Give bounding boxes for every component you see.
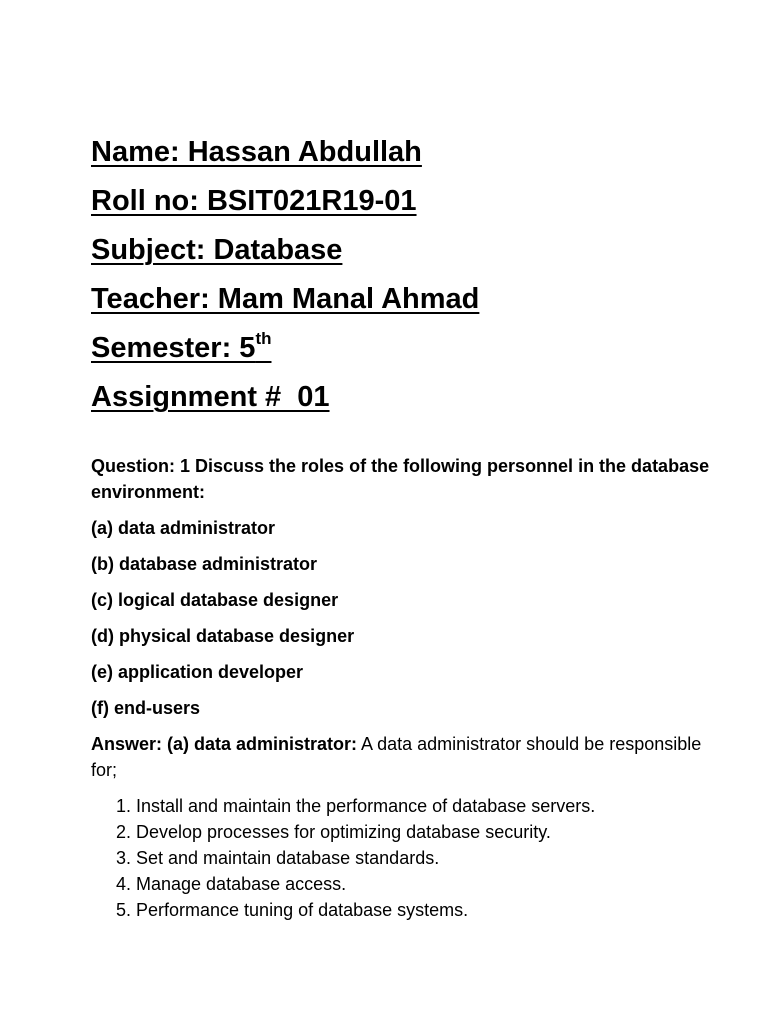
responsibility-list xyxy=(91,793,711,923)
document-page xyxy=(91,128,711,923)
answer-intro: A data administrator should be responsible for; xyxy=(91,734,707,780)
assignment-number xyxy=(91,373,711,422)
question-part-b: (b) database administrator xyxy=(91,554,318,574)
student-name-text: Name: Hassan Abdullah xyxy=(91,136,422,168)
subject-text: Subject: Database xyxy=(91,234,343,266)
answer-heading: Answer: (a) data administrator: xyxy=(91,734,358,754)
answer-paragraph xyxy=(91,731,711,783)
list-item: 1. Install and maintain the performance of database servers. xyxy=(136,793,711,819)
roll-number xyxy=(91,177,711,226)
semester-text xyxy=(91,329,272,364)
question-part-f: (f) end-users xyxy=(91,698,201,718)
semester-value: Semester: 5 xyxy=(91,332,256,364)
question-part-d: (d) physical database designer xyxy=(91,626,355,646)
question-part-e: (e) application developer xyxy=(91,662,304,682)
list-item: 4. Manage database access. xyxy=(136,871,711,897)
semester-ordinal: th xyxy=(255,329,272,348)
question-part-a: (a) data administrator xyxy=(91,518,276,538)
list-item: 2. Develop processes for optimizing database security. xyxy=(136,819,711,845)
teacher xyxy=(91,275,711,324)
question-text: Question: 1 Discuss the roles of the following personnel in the database environment: xyxy=(91,456,710,502)
semester xyxy=(91,324,711,373)
student-name xyxy=(91,128,711,177)
teacher-text: Teacher: Mam Manal Ahmad xyxy=(91,283,480,315)
list-item: 3. Set and maintain database standards. xyxy=(136,845,711,871)
assignment-number-text: Assignment # 01 xyxy=(91,381,330,413)
roll-number-text: Roll no: BSIT021R19-01 xyxy=(91,185,417,217)
question-part-c: (c) logical database designer xyxy=(91,590,339,610)
list-item: 5. Performance tuning of database systems. xyxy=(136,897,711,923)
subject xyxy=(91,226,711,275)
